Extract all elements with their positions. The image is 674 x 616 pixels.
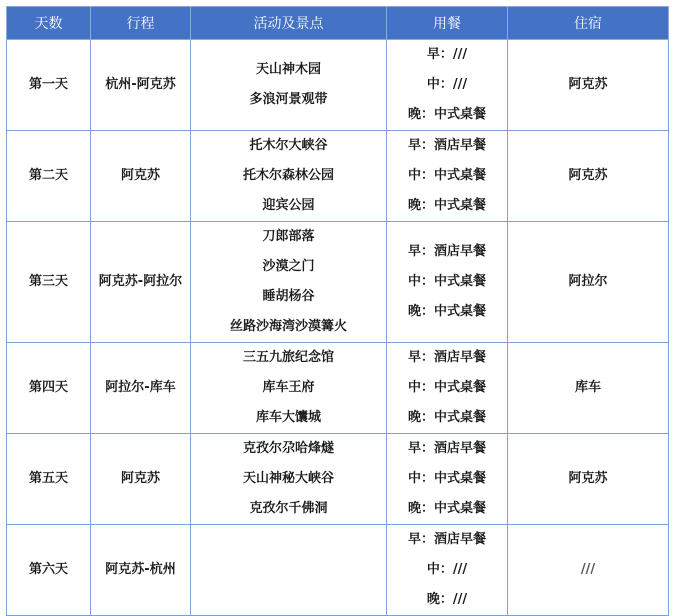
table-row <box>7 131 669 222</box>
meal-breakfast: 早：酒店早餐 <box>407 532 486 547</box>
activity-item: 天山神木园 <box>255 62 321 77</box>
activity-item: 克孜尔尕哈烽燧 <box>242 441 334 456</box>
day-cell: 第五天 <box>7 434 91 525</box>
header-day: 天数 <box>7 7 91 40</box>
meals-cell <box>387 343 508 434</box>
header-route: 行程 <box>91 7 191 40</box>
meals-cell <box>387 222 508 343</box>
meal-breakfast: 早：酒店早餐 <box>407 441 486 456</box>
activity-item: 天山神秘大峡谷 <box>242 471 334 486</box>
meal-breakfast: 早：酒店早餐 <box>407 138 486 153</box>
route-cell: 阿克苏-杭州 <box>91 525 191 616</box>
meal-lunch: 中：/// <box>426 77 468 92</box>
table-row <box>7 222 669 343</box>
table-row <box>7 434 669 525</box>
activity-item: 多浪河景观带 <box>249 92 328 107</box>
activity-item: 库车王府 <box>262 380 315 395</box>
meal-lunch: 中：/// <box>426 562 468 577</box>
day-cell: 第一天 <box>7 40 91 131</box>
activities-cell <box>191 434 387 525</box>
meals-cell <box>387 525 508 616</box>
meals-cell <box>387 131 508 222</box>
route-cell: 阿克苏-阿拉尔 <box>91 222 191 343</box>
meal-lunch: 中：中式桌餐 <box>407 380 486 395</box>
activity-item: 沙漠之门 <box>262 259 315 274</box>
route-cell: 杭州-阿克苏 <box>91 40 191 131</box>
meal-dinner: 晚：中式桌餐 <box>407 107 486 122</box>
hotel-cell: 库车 <box>508 343 669 434</box>
meal-breakfast: 早：酒店早餐 <box>407 244 486 259</box>
header-meals: 用餐 <box>387 7 508 40</box>
meal-dinner: 晚：中式桌餐 <box>407 198 486 213</box>
hotel-cell: /// <box>508 525 669 616</box>
activity-item: 迎宾公园 <box>262 198 315 213</box>
activity-item: 丝路沙海湾沙漠篝火 <box>229 319 347 334</box>
activity-item: 托木尔森林公园 <box>242 168 334 183</box>
day-cell: 第四天 <box>7 343 91 434</box>
header-hotel: 住宿 <box>508 7 669 40</box>
table-row <box>7 40 669 131</box>
meals-cell <box>387 40 508 131</box>
itinerary-table <box>6 6 669 616</box>
day-cell: 第三天 <box>7 222 91 343</box>
route-cell: 阿拉尔-库车 <box>91 343 191 434</box>
meal-dinner: 晚：中式桌餐 <box>407 410 486 425</box>
hotel-cell: 阿克苏 <box>508 434 669 525</box>
header-activities: 活动及景点 <box>191 7 387 40</box>
header-row <box>7 7 669 40</box>
activity-item: 睡胡杨谷 <box>262 289 315 304</box>
table-row <box>7 343 669 434</box>
activities-cell <box>191 40 387 131</box>
activities-cell <box>191 343 387 434</box>
activity-item: 克孜尔千佛洞 <box>249 501 328 516</box>
meal-dinner: 晚：中式桌餐 <box>407 501 486 516</box>
meal-breakfast: 早：/// <box>426 47 468 62</box>
meal-dinner: 晚：/// <box>426 592 468 607</box>
activity-item: 托木尔大峡谷 <box>249 138 328 153</box>
hotel-cell: 阿拉尔 <box>508 222 669 343</box>
hotel-cell: 阿克苏 <box>508 131 669 222</box>
route-cell: 阿克苏 <box>91 434 191 525</box>
activity-item: 库车大馕城 <box>255 410 321 425</box>
day-cell: 第六天 <box>7 525 91 616</box>
activities-cell <box>191 525 387 616</box>
table-row <box>7 525 669 616</box>
activities-cell <box>191 131 387 222</box>
activities-cell <box>191 222 387 343</box>
route-cell: 阿克苏 <box>91 131 191 222</box>
meals-cell <box>387 434 508 525</box>
meal-breakfast: 早：酒店早餐 <box>407 350 486 365</box>
activity-item: 三五九旅纪念馆 <box>242 350 334 365</box>
itinerary-container <box>6 6 668 616</box>
meal-lunch: 中：中式桌餐 <box>407 168 486 183</box>
meal-dinner: 晚：中式桌餐 <box>407 304 486 319</box>
hotel-cell: 阿克苏 <box>508 40 669 131</box>
meal-lunch: 中：中式桌餐 <box>407 274 486 289</box>
activity-item: 刀郎部落 <box>262 229 315 244</box>
meal-lunch: 中：中式桌餐 <box>407 471 486 486</box>
day-cell: 第二天 <box>7 131 91 222</box>
